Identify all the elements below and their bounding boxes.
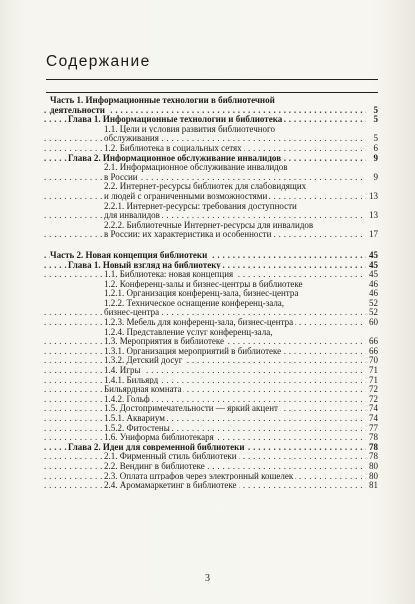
toc-entry-title: Глава 2. Идеи для современной библиотеки (68, 441, 245, 452)
heading-rule (46, 79, 378, 80)
toc-entry-page: 46 (369, 288, 378, 299)
toc-entry-title: Бильярдная комната (104, 384, 182, 395)
toc-entry (44, 125, 378, 135)
toc-entry-title: 1.5.2. Фитостены (104, 422, 170, 433)
toc-entry-title: 2.2.2. Библиотечные Интернет-ресурсы для инвалидов (104, 219, 314, 230)
toc-entry-page: 78 (369, 432, 378, 443)
toc-entry-title: 1.5. Достопримечательности — яркий акцент (104, 403, 278, 414)
toc-entry-title: в России: их характеристика и особенности (104, 229, 272, 240)
toc-entry-title: деятельности (50, 104, 105, 115)
page-number: 3 (205, 573, 210, 584)
toc-entry-title: 1.3. Мероприятия в библиотеке (104, 336, 225, 347)
toc-entry-title: 1.3.1. Организация мероприятий в библиотеке (104, 345, 282, 356)
toc-entry-page: 45 (369, 269, 378, 280)
toc-entry-page: 66 (369, 345, 378, 356)
toc-entry-title: 2.1. Информационное обслуживание инвалидов (104, 162, 288, 173)
toc-entry-page: 9 (373, 152, 378, 163)
toc-entry-title: 2.2. Интернет-ресурсы библиотек для слабовидящих (104, 181, 307, 192)
toc-entry-title: Глава 1. Информационные технологии и библиотека (68, 114, 283, 125)
toc-entry (44, 356, 378, 366)
contents-top-rule (46, 92, 378, 93)
toc-entry-title: и людей с ограниченными возможностями (104, 190, 268, 201)
toc-entry-title: 1.5.1. Аквариум (104, 413, 165, 423)
toc-entry (44, 366, 378, 376)
toc-entry (44, 163, 378, 173)
toc-entry-page: 13 (369, 190, 378, 201)
toc-entry (44, 347, 378, 357)
toc-entry (44, 299, 378, 309)
toc-entry-title: Часть 1. Информационные технологии в библиотечной (50, 95, 275, 105)
toc-entry (44, 414, 378, 424)
toc-entry-page: 77 (369, 422, 378, 433)
toc-entry-page: 80 (369, 470, 378, 481)
toc-entry-title: 1.1. Цели и условия развития библиотечного (104, 123, 276, 134)
toc-entry (44, 385, 378, 395)
toc-entry-title: Часть 2. Новая концепция библиотеки (50, 249, 208, 260)
toc-entry-title: 2.3. Оплата штрафов через электронный кошелек (104, 470, 294, 481)
toc-entry-title: 1.2.2. Техническое оснащение конференц-зала, (104, 297, 285, 308)
toc-entry-page: 74 (369, 413, 378, 423)
toc-entry (44, 404, 378, 414)
toc-entry-title: 1.2.1. Организация конференц-зала, бизнес-центра (104, 288, 299, 299)
toc-entry-page: 45 (369, 259, 378, 270)
toc-entry-title: 1.1. Библиотека: новая концепция (104, 269, 234, 280)
toc-entry-page: 17 (369, 229, 378, 240)
toc-entry-title: 1.3.2. Детский досуг (104, 355, 183, 366)
toc-entry-title: 1.6. Униформа библиотекаря (104, 432, 214, 443)
toc-entry (44, 452, 378, 462)
toc-entry-page: 9 (373, 171, 378, 182)
toc-entry (44, 376, 378, 386)
toc-entry-page: 46 (369, 278, 378, 289)
toc-entry-page: 78 (369, 441, 378, 452)
toc-entry (44, 202, 378, 212)
toc-entry-title: бизнес-центра (104, 307, 160, 318)
toc-entry-page: 13 (369, 210, 378, 221)
toc-entry-page: 78 (369, 451, 378, 462)
table-of-contents (44, 96, 378, 491)
toc-entry-title: 1.4.2. Гольф (104, 393, 150, 404)
toc-entry-page: 5 (373, 104, 378, 115)
toc-entry-page: 5 (373, 133, 378, 144)
toc-entry-title: для инвалидов (104, 210, 160, 221)
toc-entry (44, 230, 378, 240)
toc-entry-page: 52 (369, 307, 378, 318)
toc-entry-title: 2.4. Аромамаркетинг в библиотеке (104, 480, 237, 491)
toc-entry-page: 80 (369, 460, 378, 471)
toc-entry-title: 1.4.1. Бильярд (104, 374, 159, 385)
toc-entry-page: 66 (369, 336, 378, 347)
toc-entry-page: 5 (373, 114, 378, 125)
toc-entry-page: 71 (369, 374, 378, 385)
toc-entry-title: обслуживания (104, 133, 159, 144)
toc-entry-page: 71 (369, 365, 378, 376)
toc-entry-title: Глава 2. Информационное обслуживание инвалидов (68, 152, 282, 163)
toc-entry-title: Глава 1. Новый взгляд на библиотеку (68, 259, 221, 270)
toc-entry-page: 6 (373, 142, 378, 153)
toc-entry-page: 74 (369, 403, 378, 414)
toc-entry-title: в России (104, 171, 138, 182)
toc-entry-page: 72 (369, 384, 378, 395)
contents-heading: Содержание (46, 53, 151, 70)
toc-entry-page: 45 (369, 249, 378, 260)
toc-entry-title: 1.2. Конференц-залы и бизнес-центры в библиотеке (104, 278, 303, 289)
toc-entry-title: 2.2. Вендинг в библиотеке (104, 460, 205, 471)
toc-entry-title: 1.2.4. Представление услуг конференц-зала, (104, 326, 273, 337)
toc-entry-title: 2.2.1. Интернет-ресурсы: требования доступности (104, 200, 297, 211)
toc-entry-page: 52 (369, 297, 378, 308)
toc-entry-page: 70 (369, 355, 378, 366)
toc-entry (44, 481, 378, 491)
toc-entry-title: 1.4. Игры (104, 365, 141, 376)
toc-entry-page: 81 (369, 480, 378, 491)
toc-entry-page: 60 (369, 317, 378, 328)
toc-entry-title: 1.2. Библиотека в социальных сетях (104, 142, 242, 153)
toc-entry-page: 72 (369, 393, 378, 404)
toc-entry-title: 2.1. Фирменный стиль библиотеки (104, 451, 237, 462)
toc-entry-title: 1.2.3. Мебель для конференц-зала, бизнес-центра (104, 317, 294, 328)
